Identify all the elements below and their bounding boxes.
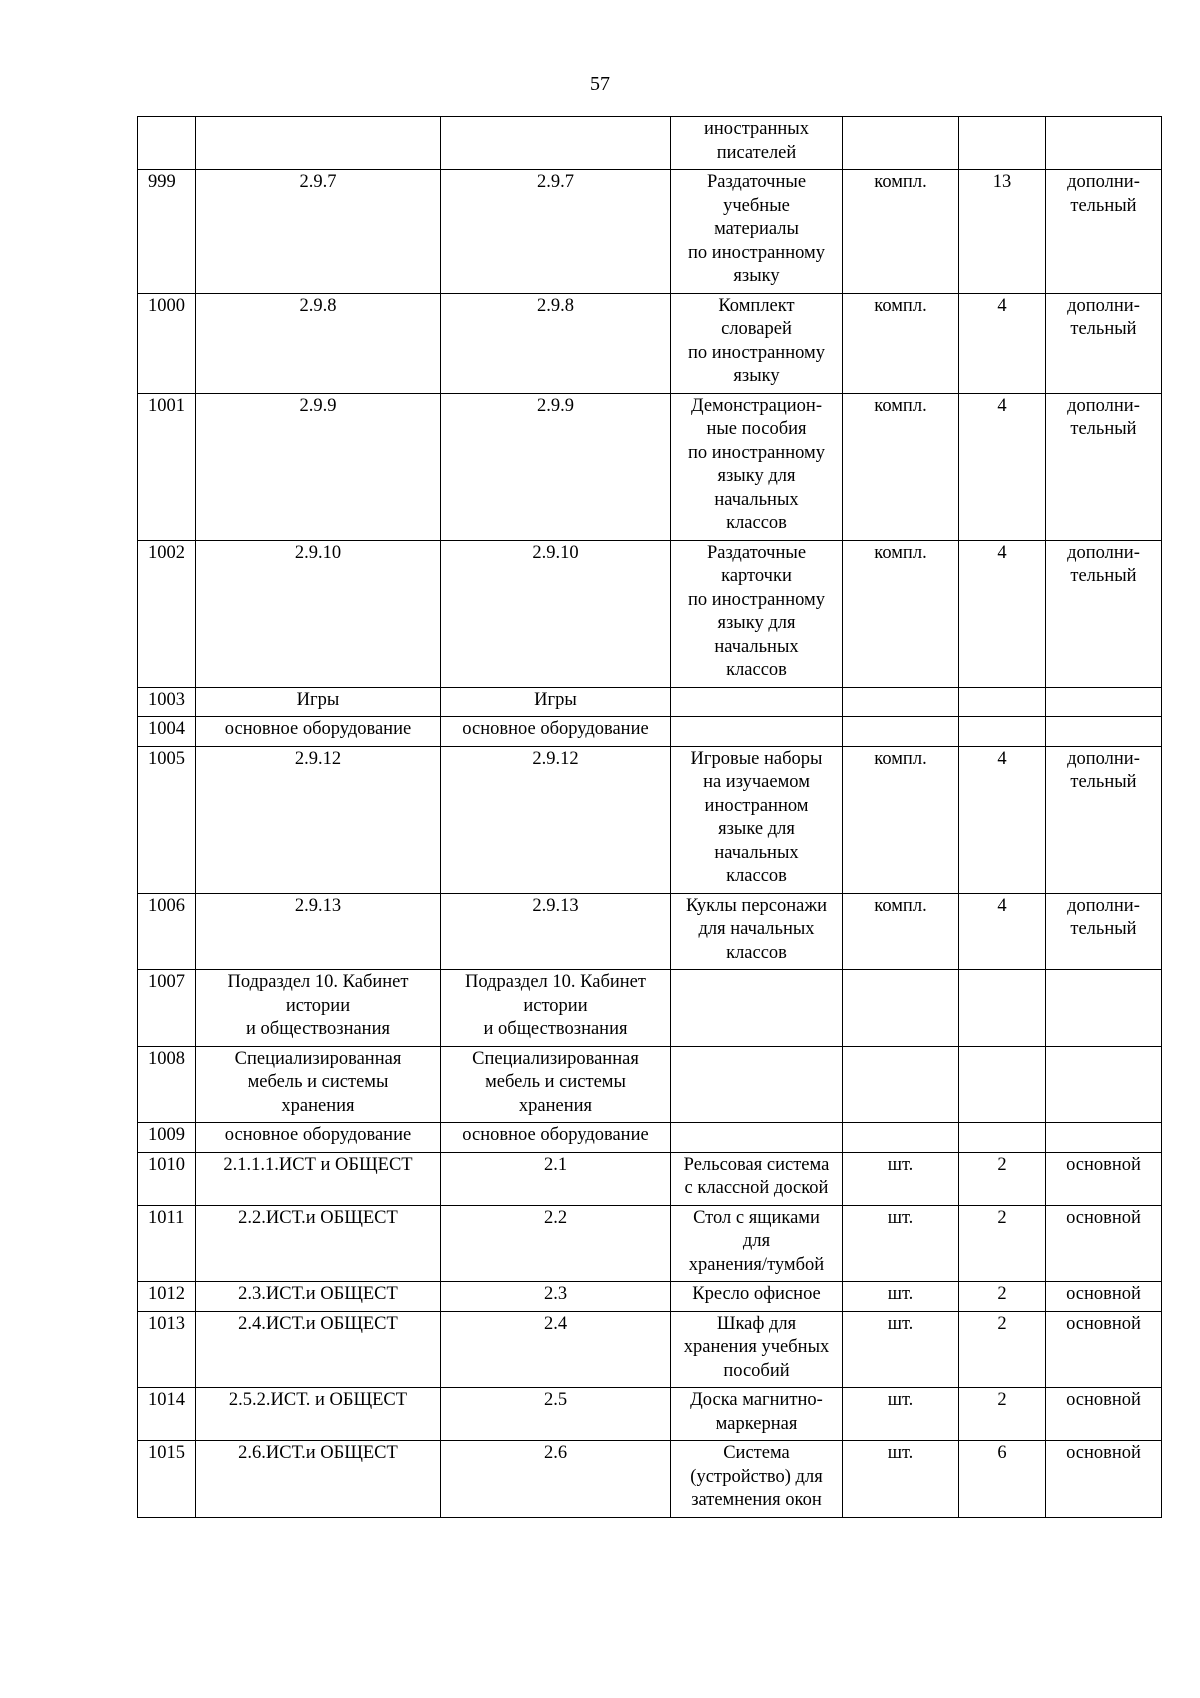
quantity-cell xyxy=(959,1152,1046,1205)
row-number-cell xyxy=(138,746,196,893)
item-name-cell xyxy=(671,117,843,170)
unit-of-measure-cell xyxy=(843,717,959,747)
quantity-cell xyxy=(959,893,1046,970)
code-column-b-cell xyxy=(441,717,671,747)
quantity: 4 xyxy=(997,295,1007,316)
code-column-b-cell xyxy=(441,1441,671,1518)
item-name-cell xyxy=(671,687,843,717)
quantity: 6 xyxy=(997,1443,1007,1463)
item-name-cell xyxy=(671,1152,843,1205)
unit-of-measure-cell xyxy=(843,1311,959,1388)
equipment-type-cell xyxy=(1046,117,1162,170)
row-number: 1014 xyxy=(148,1390,185,1410)
code-column-a: 2.4.ИСТ.и ОБЩЕСТ xyxy=(238,1313,398,1334)
quantity: 2 xyxy=(997,1390,1007,1410)
code-column-b: 2.9.7 xyxy=(537,172,574,192)
code-column-a-cell xyxy=(196,1311,441,1388)
table-row xyxy=(138,1046,1162,1123)
row-number: 1003 xyxy=(148,689,185,710)
unit-of-measure-cell xyxy=(843,540,959,687)
quantity-cell xyxy=(959,117,1046,170)
row-number: 1013 xyxy=(148,1313,185,1334)
page-number: 57 xyxy=(590,73,610,95)
code-column-b: Специализированная мебель и системы хранения xyxy=(472,1048,639,1116)
code-column-b-cell xyxy=(441,1123,671,1153)
code-column-b-cell xyxy=(441,746,671,893)
code-column-b: 2.9.13 xyxy=(532,895,579,916)
row-number-cell xyxy=(138,1046,196,1123)
item-name: Кресло офисное xyxy=(692,1284,821,1304)
unit-of-measure-cell xyxy=(843,117,959,170)
code-column-b: 2.9.8 xyxy=(537,295,574,316)
code-column-b: Подраздел 10. Кабинет истории и обществознания xyxy=(465,972,646,1039)
quantity: 4 xyxy=(997,748,1007,769)
quantity-cell xyxy=(959,970,1046,1047)
code-column-a-cell xyxy=(196,746,441,893)
unit-of-measure-cell xyxy=(843,893,959,970)
item-name-cell xyxy=(671,746,843,893)
row-number-cell xyxy=(138,1152,196,1205)
row-number: 1015 xyxy=(148,1443,185,1463)
code-column-b-cell xyxy=(441,117,671,170)
unit-of-measure-cell xyxy=(843,1152,959,1205)
row-number: 1000 xyxy=(148,295,185,316)
code-column-a-cell xyxy=(196,1282,441,1312)
row-number-cell xyxy=(138,1441,196,1518)
quantity: 2 xyxy=(997,1207,1007,1228)
code-column-b-cell xyxy=(441,1152,671,1205)
equipment-type-cell xyxy=(1046,970,1162,1047)
code-column-a: 2.3.ИСТ.и ОБЩЕСТ xyxy=(238,1284,398,1304)
equipment-type: дополни- тельный xyxy=(1067,748,1140,792)
equipment-type: основной xyxy=(1066,1390,1141,1410)
code-column-a: 2.9.12 xyxy=(294,748,342,769)
code-column-a: 2.6.ИСТ.и ОБЩЕСТ xyxy=(238,1443,398,1463)
row-number-cell xyxy=(138,1205,196,1282)
row-number-cell xyxy=(138,540,196,687)
table-row xyxy=(138,746,1162,893)
row-number: 1007 xyxy=(148,972,185,992)
table-row xyxy=(138,1282,1162,1312)
row-number: 1010 xyxy=(148,1154,185,1175)
equipment-type-cell xyxy=(1046,1205,1162,1282)
equipment-type: дополни- тельный xyxy=(1067,395,1140,439)
quantity: 4 xyxy=(997,895,1007,916)
table-row xyxy=(138,1123,1162,1153)
code-column-b: основное оборудование xyxy=(462,1125,649,1145)
row-number-cell xyxy=(138,293,196,393)
equipment-type-cell xyxy=(1046,1046,1162,1123)
item-name-cell xyxy=(671,717,843,747)
item-name: Куклы персонажи для начальных классов xyxy=(685,895,828,963)
unit-of-measure-cell xyxy=(843,393,959,540)
code-column-b-cell xyxy=(441,893,671,970)
quantity-cell xyxy=(959,717,1046,747)
quantity-cell xyxy=(959,687,1046,717)
item-name: иностранных писателей xyxy=(704,119,809,163)
row-number: 1005 xyxy=(148,748,185,769)
item-name-cell xyxy=(671,970,843,1047)
table-row xyxy=(138,1441,1162,1518)
code-column-b: Игры xyxy=(534,689,577,710)
code-column-a: 2.9.7 xyxy=(299,172,337,192)
table-row xyxy=(138,293,1162,393)
equipment-type-cell xyxy=(1046,1123,1162,1153)
row-number: 1002 xyxy=(148,542,185,563)
unit-of-measure-cell xyxy=(843,1205,959,1282)
table-row xyxy=(138,1205,1162,1282)
unit-of-measure-cell xyxy=(843,1441,959,1518)
row-number: 1006 xyxy=(148,895,185,916)
unit-of-measure-cell xyxy=(843,170,959,294)
quantity-cell xyxy=(959,1311,1046,1388)
code-column-a-cell xyxy=(196,540,441,687)
item-name-cell xyxy=(671,1123,843,1153)
code-column-a-cell xyxy=(196,1046,441,1123)
code-column-a-cell xyxy=(196,1152,441,1205)
code-column-a: 2.9.9 xyxy=(299,395,337,416)
item-name: Игровые наборы на изучаемом иностранном языке для начальных классов xyxy=(690,748,823,886)
equipment-type-cell xyxy=(1046,687,1162,717)
code-column-b-cell xyxy=(441,687,671,717)
equipment-type: дополни- тельный xyxy=(1067,295,1140,339)
unit-of-measure: компл. xyxy=(874,172,927,192)
equipment-table xyxy=(137,116,1162,1518)
row-number-cell xyxy=(138,893,196,970)
unit-of-measure: шт. xyxy=(887,1154,914,1175)
unit-of-measure: шт. xyxy=(887,1284,914,1304)
equipment-type-cell xyxy=(1046,1388,1162,1441)
quantity-cell xyxy=(959,1282,1046,1312)
code-column-a-cell xyxy=(196,1441,441,1518)
code-column-b-cell xyxy=(441,293,671,393)
code-column-a-cell xyxy=(196,393,441,540)
quantity-cell xyxy=(959,293,1046,393)
unit-of-measure-cell xyxy=(843,1046,959,1123)
code-column-a-cell xyxy=(196,970,441,1047)
unit-of-measure: компл. xyxy=(874,542,927,563)
row-number-cell xyxy=(138,687,196,717)
row-number-cell xyxy=(138,1282,196,1312)
code-column-b-cell xyxy=(441,1205,671,1282)
quantity: 2 xyxy=(997,1313,1007,1334)
equipment-type-cell xyxy=(1046,717,1162,747)
item-name: Стол с ящиками для хранения/тумбой xyxy=(688,1207,825,1275)
equipment-type-cell xyxy=(1046,746,1162,893)
row-number-cell xyxy=(138,1123,196,1153)
unit-of-measure-cell xyxy=(843,1123,959,1153)
quantity: 2 xyxy=(997,1154,1007,1175)
code-column-a: 2.9.10 xyxy=(294,542,342,563)
equipment-type: дополни- тельный xyxy=(1067,172,1140,216)
item-name: Система (устройство) для затемнения окон xyxy=(690,1443,823,1510)
unit-of-measure-cell xyxy=(843,1282,959,1312)
quantity-cell xyxy=(959,1441,1046,1518)
item-name-cell xyxy=(671,1388,843,1441)
equipment-type: основной xyxy=(1066,1313,1141,1334)
code-column-a: основное оборудование xyxy=(224,719,412,739)
item-name-cell xyxy=(671,1046,843,1123)
unit-of-measure: шт. xyxy=(887,1207,914,1228)
unit-of-measure-cell xyxy=(843,746,959,893)
quantity-cell xyxy=(959,1046,1046,1123)
code-column-a: Специализированная мебель и системы хранения xyxy=(234,1048,402,1116)
quantity: 2 xyxy=(997,1284,1007,1304)
quantity-cell xyxy=(959,170,1046,294)
equipment-type-cell xyxy=(1046,293,1162,393)
code-column-a: 2.5.2.ИСТ. и ОБЩЕСТ xyxy=(228,1390,408,1410)
unit-of-measure-cell xyxy=(843,1388,959,1441)
code-column-b: 2.3 xyxy=(543,1284,568,1304)
unit-of-measure: шт. xyxy=(887,1390,914,1410)
row-number: 1009 xyxy=(148,1125,185,1145)
item-name-cell xyxy=(671,540,843,687)
row-number-cell xyxy=(138,117,196,170)
table-row xyxy=(138,170,1162,294)
code-column-a-cell xyxy=(196,117,441,170)
equipment-type: дополни- тельный xyxy=(1067,895,1140,939)
row-number: 999 xyxy=(148,172,176,192)
row-number: 1011 xyxy=(148,1207,185,1228)
unit-of-measure-cell xyxy=(843,970,959,1047)
equipment-type-cell xyxy=(1046,393,1162,540)
quantity: 13 xyxy=(992,172,1012,192)
item-name: Рельсовая система с классной доской xyxy=(683,1154,830,1198)
code-column-b: 2.9.12 xyxy=(532,748,579,769)
equipment-type-cell xyxy=(1046,170,1162,294)
code-column-a: основное оборудование xyxy=(224,1125,412,1145)
item-name: Раздаточные учебные материалы по иностранному языку xyxy=(688,172,825,286)
equipment-type-cell xyxy=(1046,1441,1162,1518)
code-column-b: основное оборудование xyxy=(462,719,649,739)
code-column-a-cell xyxy=(196,293,441,393)
unit-of-measure-cell xyxy=(843,293,959,393)
quantity-cell xyxy=(959,1123,1046,1153)
code-column-a: 2.1.1.1.ИСТ и ОБЩЕСТ xyxy=(223,1154,413,1175)
row-number: 1012 xyxy=(148,1284,185,1304)
code-column-b-cell xyxy=(441,1388,671,1441)
row-number: 1008 xyxy=(148,1048,185,1069)
quantity-cell xyxy=(959,393,1046,540)
item-name: Демонстрацион- ные пособия по иностранному языку для начальных классов xyxy=(688,395,825,533)
item-name-cell xyxy=(671,1205,843,1282)
code-column-b-cell xyxy=(441,1311,671,1388)
equipment-type-cell xyxy=(1046,1152,1162,1205)
row-number: 1004 xyxy=(148,719,185,739)
code-column-b: 2.2 xyxy=(543,1207,568,1228)
table-row xyxy=(138,117,1162,170)
table-row xyxy=(138,717,1162,747)
code-column-b-cell xyxy=(441,540,671,687)
code-column-a: 2.9.8 xyxy=(299,295,337,316)
row-number-cell xyxy=(138,970,196,1047)
equipment-type: дополни- тельный xyxy=(1067,542,1140,586)
row-number-cell xyxy=(138,1311,196,1388)
quantity: 4 xyxy=(997,542,1007,563)
table-row xyxy=(138,970,1162,1047)
table-row xyxy=(138,540,1162,687)
table-row xyxy=(138,393,1162,540)
table-row xyxy=(138,1388,1162,1441)
code-column-a-cell xyxy=(196,1205,441,1282)
code-column-b-cell xyxy=(441,970,671,1047)
quantity-cell xyxy=(959,1205,1046,1282)
item-name-cell xyxy=(671,1282,843,1312)
code-column-a-cell xyxy=(196,717,441,747)
code-column-b-cell xyxy=(441,170,671,294)
equipment-type: основной xyxy=(1066,1154,1141,1175)
code-column-a-cell xyxy=(196,170,441,294)
quantity-cell xyxy=(959,746,1046,893)
row-number-cell xyxy=(138,1388,196,1441)
quantity-cell xyxy=(959,540,1046,687)
code-column-b: 2.5 xyxy=(543,1390,568,1410)
code-column-a-cell xyxy=(196,893,441,970)
unit-of-measure: компл. xyxy=(874,295,927,316)
equipment-type-cell xyxy=(1046,1282,1162,1312)
code-column-a-cell xyxy=(196,687,441,717)
equipment-type-cell xyxy=(1046,540,1162,687)
item-name-cell xyxy=(671,170,843,294)
table-row xyxy=(138,893,1162,970)
row-number-cell xyxy=(138,717,196,747)
unit-of-measure: компл. xyxy=(874,895,927,916)
table-row xyxy=(138,1311,1162,1388)
code-column-a: Игры xyxy=(296,689,340,710)
code-column-a-cell xyxy=(196,1123,441,1153)
unit-of-measure: компл. xyxy=(874,748,927,769)
equipment-type-cell xyxy=(1046,1311,1162,1388)
code-column-b: 2.1 xyxy=(543,1154,568,1175)
code-column-a: Подраздел 10. Кабинет истории и обществознания xyxy=(227,972,409,1039)
item-name-cell xyxy=(671,393,843,540)
code-column-b: 2.9.10 xyxy=(532,542,579,563)
quantity: 4 xyxy=(997,395,1007,416)
row-number: 1001 xyxy=(148,395,185,416)
code-column-a: 2.9.13 xyxy=(294,895,342,916)
item-name: Комплект словарей по иностранному языку xyxy=(688,295,825,386)
code-column-b: 2.6 xyxy=(543,1443,568,1463)
table-body xyxy=(138,117,1162,1518)
item-name: Раздаточные карточки по иностранному языку для начальных классов xyxy=(688,542,825,680)
unit-of-measure: шт. xyxy=(887,1443,914,1463)
code-column-b: 2.4 xyxy=(543,1313,568,1334)
code-column-a-cell xyxy=(196,1388,441,1441)
item-name: Доска магнитно- маркерная xyxy=(690,1390,823,1434)
item-name-cell xyxy=(671,1311,843,1388)
unit-of-measure-cell xyxy=(843,687,959,717)
item-name-cell xyxy=(671,893,843,970)
unit-of-measure: компл. xyxy=(874,395,927,416)
item-name: Шкаф для хранения учебных пособий xyxy=(683,1313,830,1381)
code-column-b-cell xyxy=(441,1282,671,1312)
table-row xyxy=(138,1152,1162,1205)
row-number-cell xyxy=(138,170,196,294)
item-name-cell xyxy=(671,1441,843,1518)
equipment-type: основной xyxy=(1066,1207,1141,1228)
equipment-type: основной xyxy=(1066,1284,1141,1304)
code-column-b: 2.9.9 xyxy=(537,395,574,416)
unit-of-measure: шт. xyxy=(887,1313,914,1334)
item-name-cell xyxy=(671,293,843,393)
code-column-b-cell xyxy=(441,1046,671,1123)
code-column-b-cell xyxy=(441,393,671,540)
row-number-cell xyxy=(138,393,196,540)
equipment-type-cell xyxy=(1046,893,1162,970)
code-column-a: 2.2.ИСТ.и ОБЩЕСТ xyxy=(238,1207,398,1228)
table-row xyxy=(138,687,1162,717)
equipment-type: основной xyxy=(1066,1443,1141,1463)
quantity-cell xyxy=(959,1388,1046,1441)
